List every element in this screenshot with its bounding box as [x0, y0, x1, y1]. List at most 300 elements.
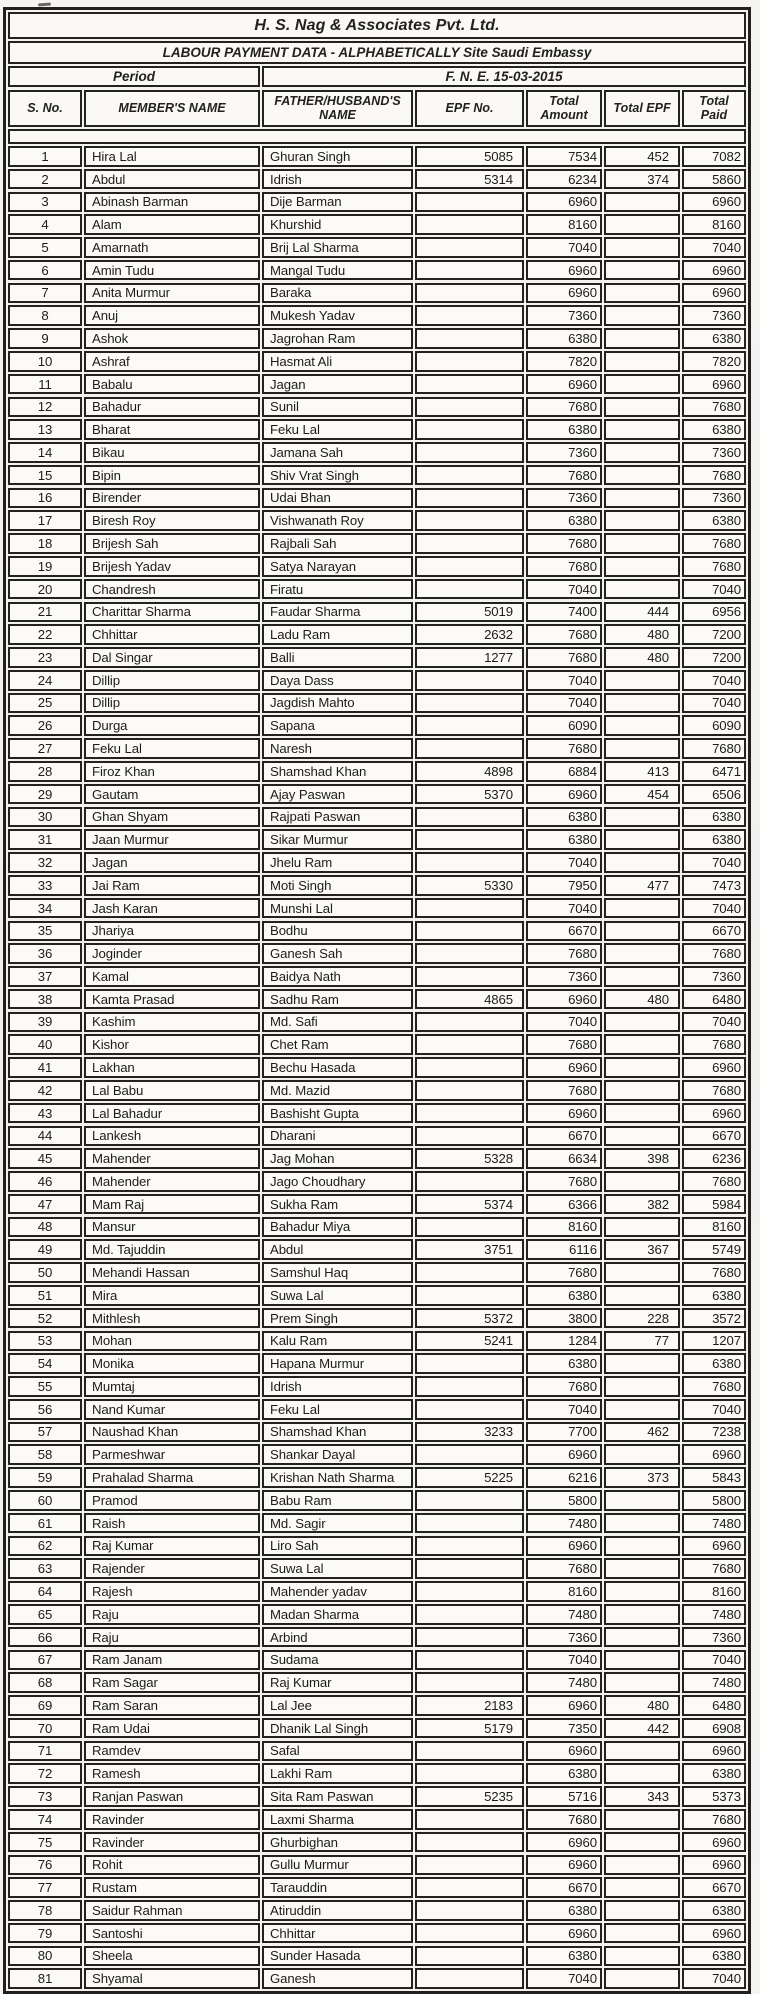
- row-member-name-cell: Rajesh: [84, 1581, 260, 1602]
- row-epf-no-cell: [415, 1171, 524, 1192]
- row-father-name-cell: Hapana Murmur: [262, 1353, 413, 1374]
- row-total-amount-cell: 6366: [526, 1194, 602, 1215]
- row-serial-cell: 55: [8, 1376, 82, 1397]
- row-total-amount-cell: 6380: [526, 1285, 602, 1306]
- row-epf-no-cell: 5241: [415, 1331, 524, 1352]
- row-total-paid-cell: 6960: [682, 1923, 746, 1944]
- row-total-amount-cell: 6380: [526, 807, 602, 828]
- row-total-amount-cell: 6380: [526, 1763, 602, 1784]
- row-total-amount-cell: 6960: [526, 989, 602, 1010]
- row-total-paid-cell: 6960: [682, 192, 746, 213]
- row-total-paid-cell: 6471: [682, 761, 746, 782]
- row-member-name-cell: Ashraf: [84, 351, 260, 372]
- spacer-row: [8, 129, 746, 144]
- row-father-name-cell: Baidya Nath: [262, 966, 413, 987]
- row-member-name-cell: Firoz Khan: [84, 761, 260, 782]
- row-serial-cell: 72: [8, 1763, 82, 1784]
- row-serial-cell: 59: [8, 1467, 82, 1488]
- row-member-name-cell: Biresh Roy: [84, 510, 260, 531]
- row-serial-cell: 30: [8, 807, 82, 828]
- row-total-epf-cell: [604, 807, 680, 828]
- row-epf-no-cell: 4865: [415, 989, 524, 1010]
- row-total-amount-cell: 7040: [526, 1968, 602, 1989]
- row-serial-cell: 37: [8, 966, 82, 987]
- row-serial-cell: 7: [8, 283, 82, 304]
- row-total-epf-cell: [604, 1376, 680, 1397]
- row-father-name-cell: Samshul Haq: [262, 1262, 413, 1283]
- row-father-name-cell: Bechu Hasada: [262, 1057, 413, 1078]
- row-father-name-cell: Tarauddin: [262, 1877, 413, 1898]
- row-total-amount-cell: 6380: [526, 1353, 602, 1374]
- row-total-epf-cell: 373: [604, 1467, 680, 1488]
- row-total-amount-cell: 7040: [526, 237, 602, 258]
- row-father-name-cell: Dije Barman: [262, 192, 413, 213]
- row-total-paid-cell: 5749: [682, 1239, 746, 1260]
- row-total-epf-cell: [604, 465, 680, 486]
- row-epf-no-cell: [415, 1262, 524, 1283]
- row-total-epf-cell: [604, 1900, 680, 1921]
- row-father-name-cell: Mangal Tudu: [262, 260, 413, 281]
- row-total-epf-cell: [604, 1741, 680, 1762]
- row-total-paid-cell: 7473: [682, 875, 746, 896]
- row-epf-no-cell: [415, 556, 524, 577]
- row-father-name-cell: Dhanik Lal Singh: [262, 1718, 413, 1739]
- row-serial-cell: 73: [8, 1786, 82, 1807]
- row-father-name-cell: Balli: [262, 647, 413, 668]
- row-member-name-cell: Amin Tudu: [84, 260, 260, 281]
- row-epf-no-cell: [415, 852, 524, 873]
- row-father-name-cell: Jamana Sah: [262, 442, 413, 463]
- row-member-name-cell: Bahadur: [84, 397, 260, 418]
- row-total-epf-cell: 444: [604, 602, 680, 623]
- row-member-name-cell: Raj Kumar: [84, 1536, 260, 1557]
- row-total-paid-cell: 5800: [682, 1490, 746, 1511]
- row-father-name-cell: Idrish: [262, 169, 413, 190]
- row-member-name-cell: Kamta Prasad: [84, 989, 260, 1010]
- row-serial-cell: 46: [8, 1171, 82, 1192]
- row-total-epf-cell: [604, 1923, 680, 1944]
- row-epf-no-cell: [415, 237, 524, 258]
- row-serial-cell: 41: [8, 1057, 82, 1078]
- row-total-paid-cell: 6480: [682, 1695, 746, 1716]
- row-epf-no-cell: [415, 1946, 524, 1967]
- row-father-name-cell: Rajbali Sah: [262, 533, 413, 554]
- row-epf-no-cell: [415, 374, 524, 395]
- row-epf-no-cell: [415, 283, 524, 304]
- row-father-name-cell: Abdul: [262, 1239, 413, 1260]
- row-serial-cell: 57: [8, 1422, 82, 1443]
- row-total-paid-cell: 7680: [682, 943, 746, 964]
- row-total-epf-cell: 477: [604, 875, 680, 896]
- column-header-total-paid: Total Paid: [682, 90, 746, 127]
- row-total-amount-cell: 7480: [526, 1513, 602, 1534]
- row-total-amount-cell: 7040: [526, 579, 602, 600]
- row-member-name-cell: Mohan: [84, 1331, 260, 1352]
- row-total-amount-cell: 7950: [526, 875, 602, 896]
- row-member-name-cell: Bikau: [84, 442, 260, 463]
- period-label: Period: [8, 66, 260, 87]
- row-serial-cell: 27: [8, 738, 82, 759]
- period-value: F. N. E. 15-03-2015: [262, 66, 746, 87]
- row-serial-cell: 58: [8, 1444, 82, 1465]
- row-total-amount-cell: 7820: [526, 351, 602, 372]
- row-member-name-cell: Lankesh: [84, 1126, 260, 1147]
- row-total-paid-cell: 6960: [682, 1741, 746, 1762]
- row-total-amount-cell: 7680: [526, 397, 602, 418]
- row-total-epf-cell: 480: [604, 647, 680, 668]
- row-father-name-cell: Chet Ram: [262, 1034, 413, 1055]
- row-total-amount-cell: 6960: [526, 260, 602, 281]
- row-serial-cell: 32: [8, 852, 82, 873]
- row-member-name-cell: Ramdev: [84, 1741, 260, 1762]
- row-father-name-cell: Dharani: [262, 1126, 413, 1147]
- row-total-paid-cell: 7680: [682, 1034, 746, 1055]
- row-total-paid-cell: 6380: [682, 807, 746, 828]
- row-total-epf-cell: [604, 852, 680, 873]
- row-father-name-cell: Brij Lal Sharma: [262, 237, 413, 258]
- row-total-amount-cell: 3800: [526, 1308, 602, 1329]
- row-epf-no-cell: 5328: [415, 1148, 524, 1169]
- row-epf-no-cell: [415, 1672, 524, 1693]
- row-total-paid-cell: 7082: [682, 146, 746, 167]
- row-total-paid-cell: 7820: [682, 351, 746, 372]
- row-serial-cell: 44: [8, 1126, 82, 1147]
- row-total-amount-cell: 7040: [526, 670, 602, 691]
- row-father-name-cell: Vishwanath Roy: [262, 510, 413, 531]
- row-total-amount-cell: 6960: [526, 1855, 602, 1876]
- row-total-amount-cell: 6960: [526, 374, 602, 395]
- row-father-name-cell: Jag Mohan: [262, 1148, 413, 1169]
- row-member-name-cell: Jhariya: [84, 921, 260, 942]
- row-father-name-cell: Mahender yadav: [262, 1581, 413, 1602]
- row-total-epf-cell: [604, 1353, 680, 1374]
- row-total-amount-cell: 6380: [526, 829, 602, 850]
- row-epf-no-cell: [415, 1809, 524, 1830]
- row-father-name-cell: Munshi Lal: [262, 898, 413, 919]
- row-father-name-cell: Sudama: [262, 1650, 413, 1671]
- row-member-name-cell: Hira Lal: [84, 146, 260, 167]
- row-serial-cell: 49: [8, 1239, 82, 1260]
- row-member-name-cell: Ram Janam: [84, 1650, 260, 1671]
- row-epf-no-cell: [415, 1604, 524, 1625]
- row-member-name-cell: Mumtaj: [84, 1376, 260, 1397]
- row-total-epf-cell: [604, 921, 680, 942]
- row-total-epf-cell: [604, 556, 680, 577]
- row-epf-no-cell: 3751: [415, 1239, 524, 1260]
- row-total-epf-cell: [604, 1513, 680, 1534]
- row-epf-no-cell: [415, 1832, 524, 1853]
- row-total-paid-cell: 6380: [682, 1353, 746, 1374]
- row-serial-cell: 20: [8, 579, 82, 600]
- row-total-amount-cell: 6380: [526, 419, 602, 440]
- row-total-paid-cell: 7680: [682, 1171, 746, 1192]
- row-member-name-cell: Pramod: [84, 1490, 260, 1511]
- row-total-epf-cell: [604, 1285, 680, 1306]
- row-member-name-cell: Dal Singar: [84, 647, 260, 668]
- row-total-paid-cell: 7680: [682, 533, 746, 554]
- row-epf-no-cell: [415, 943, 524, 964]
- row-member-name-cell: Lal Bahadur: [84, 1103, 260, 1124]
- row-epf-no-cell: [415, 921, 524, 942]
- row-serial-cell: 65: [8, 1604, 82, 1625]
- row-member-name-cell: Rustam: [84, 1877, 260, 1898]
- row-father-name-cell: Satya Narayan: [262, 556, 413, 577]
- row-total-epf-cell: [604, 898, 680, 919]
- row-total-epf-cell: [604, 693, 680, 714]
- row-total-amount-cell: 6216: [526, 1467, 602, 1488]
- row-father-name-cell: Sukha Ram: [262, 1194, 413, 1215]
- row-epf-no-cell: 5225: [415, 1467, 524, 1488]
- row-total-amount-cell: 6960: [526, 1103, 602, 1124]
- row-total-epf-cell: [604, 1558, 680, 1579]
- row-total-amount-cell: 6960: [526, 784, 602, 805]
- row-father-name-cell: Feku Lal: [262, 419, 413, 440]
- row-father-name-cell: Madan Sharma: [262, 1604, 413, 1625]
- row-member-name-cell: Ram Saran: [84, 1695, 260, 1716]
- row-total-paid-cell: 7360: [682, 1627, 746, 1648]
- row-father-name-cell: Sapana: [262, 715, 413, 736]
- row-father-name-cell: Md. Safi: [262, 1012, 413, 1033]
- row-member-name-cell: Charittar Sharma: [84, 602, 260, 623]
- row-member-name-cell: Ram Sagar: [84, 1672, 260, 1693]
- row-total-amount-cell: 6380: [526, 1900, 602, 1921]
- row-total-epf-cell: [604, 1604, 680, 1625]
- row-total-epf-cell: [604, 1126, 680, 1147]
- row-total-paid-cell: 7680: [682, 1809, 746, 1830]
- row-total-amount-cell: 8160: [526, 1217, 602, 1238]
- row-total-epf-cell: [604, 1080, 680, 1101]
- row-total-paid-cell: 7360: [682, 488, 746, 509]
- row-total-epf-cell: [604, 328, 680, 349]
- row-serial-cell: 70: [8, 1718, 82, 1739]
- row-total-epf-cell: [604, 351, 680, 372]
- row-epf-no-cell: [415, 533, 524, 554]
- row-member-name-cell: Brijesh Yadav: [84, 556, 260, 577]
- row-total-paid-cell: 7680: [682, 1558, 746, 1579]
- row-father-name-cell: Bodhu: [262, 921, 413, 942]
- row-epf-no-cell: [415, 419, 524, 440]
- row-father-name-cell: Ghuran Singh: [262, 146, 413, 167]
- row-father-name-cell: Khurshid: [262, 214, 413, 235]
- row-total-amount-cell: 6670: [526, 921, 602, 942]
- row-total-epf-cell: 462: [604, 1422, 680, 1443]
- row-total-amount-cell: 6960: [526, 1923, 602, 1944]
- row-serial-cell: 9: [8, 328, 82, 349]
- row-serial-cell: 5: [8, 237, 82, 258]
- row-member-name-cell: Ravinder: [84, 1832, 260, 1853]
- row-total-amount-cell: 6670: [526, 1877, 602, 1898]
- row-total-amount-cell: 7360: [526, 1627, 602, 1648]
- row-serial-cell: 45: [8, 1148, 82, 1169]
- row-serial-cell: 78: [8, 1900, 82, 1921]
- row-serial-cell: 22: [8, 624, 82, 645]
- row-epf-no-cell: [415, 1855, 524, 1876]
- row-total-epf-cell: 77: [604, 1331, 680, 1352]
- row-epf-no-cell: 5179: [415, 1718, 524, 1739]
- row-epf-no-cell: [415, 1399, 524, 1420]
- row-serial-cell: 6: [8, 260, 82, 281]
- row-total-paid-cell: 7040: [682, 579, 746, 600]
- row-epf-no-cell: [415, 1353, 524, 1374]
- row-total-epf-cell: [604, 738, 680, 759]
- row-serial-cell: 60: [8, 1490, 82, 1511]
- report-title: LABOUR PAYMENT DATA - ALPHABETICALLY Site Saudi Embassy: [8, 41, 746, 64]
- column-header-sno: S. No.: [8, 90, 82, 127]
- row-epf-no-cell: [415, 579, 524, 600]
- row-total-paid-cell: 6908: [682, 1718, 746, 1739]
- row-total-paid-cell: 7680: [682, 1376, 746, 1397]
- row-member-name-cell: Kamal: [84, 966, 260, 987]
- row-serial-cell: 71: [8, 1741, 82, 1762]
- row-total-paid-cell: 6380: [682, 1285, 746, 1306]
- row-epf-no-cell: [415, 1923, 524, 1944]
- row-total-epf-cell: [604, 1034, 680, 1055]
- row-serial-cell: 23: [8, 647, 82, 668]
- row-serial-cell: 2: [8, 169, 82, 190]
- row-total-paid-cell: 6960: [682, 260, 746, 281]
- row-member-name-cell: Dillip: [84, 693, 260, 714]
- row-total-epf-cell: [604, 488, 680, 509]
- row-total-paid-cell: 7200: [682, 624, 746, 645]
- row-member-name-cell: Brijesh Sah: [84, 533, 260, 554]
- row-father-name-cell: Sita Ram Paswan: [262, 1786, 413, 1807]
- row-member-name-cell: Jaan Murmur: [84, 829, 260, 850]
- row-member-name-cell: Feku Lal: [84, 738, 260, 759]
- row-total-paid-cell: 6506: [682, 784, 746, 805]
- row-total-amount-cell: 7350: [526, 1718, 602, 1739]
- row-serial-cell: 56: [8, 1399, 82, 1420]
- row-epf-no-cell: [415, 1900, 524, 1921]
- row-serial-cell: 36: [8, 943, 82, 964]
- row-total-epf-cell: [604, 579, 680, 600]
- row-member-name-cell: Mam Raj: [84, 1194, 260, 1215]
- row-total-epf-cell: [604, 966, 680, 987]
- row-epf-no-cell: [415, 715, 524, 736]
- row-total-epf-cell: [604, 1832, 680, 1853]
- row-total-amount-cell: 7534: [526, 146, 602, 167]
- row-serial-cell: 28: [8, 761, 82, 782]
- row-serial-cell: 35: [8, 921, 82, 942]
- row-total-paid-cell: 7680: [682, 1080, 746, 1101]
- row-father-name-cell: Shamshad Khan: [262, 1422, 413, 1443]
- row-father-name-cell: Prem Singh: [262, 1308, 413, 1329]
- row-father-name-cell: Hasmat Ali: [262, 351, 413, 372]
- row-total-paid-cell: 7360: [682, 442, 746, 463]
- row-epf-no-cell: 5374: [415, 1194, 524, 1215]
- row-total-epf-cell: [604, 283, 680, 304]
- row-member-name-cell: Lal Babu: [84, 1080, 260, 1101]
- row-total-paid-cell: 5373: [682, 1786, 746, 1807]
- row-father-name-cell: Kalu Ram: [262, 1331, 413, 1352]
- row-member-name-cell: Kashim: [84, 1012, 260, 1033]
- column-header-father: FATHER/HUSBAND'S NAME: [262, 90, 413, 127]
- row-father-name-cell: Udai Bhan: [262, 488, 413, 509]
- row-member-name-cell: Parmeshwar: [84, 1444, 260, 1465]
- row-total-paid-cell: 7680: [682, 1262, 746, 1283]
- row-total-epf-cell: 228: [604, 1308, 680, 1329]
- row-total-paid-cell: 7040: [682, 1399, 746, 1420]
- row-epf-no-cell: [415, 1536, 524, 1557]
- row-total-paid-cell: 7200: [682, 647, 746, 668]
- row-father-name-cell: Sikar Murmur: [262, 829, 413, 850]
- row-total-paid-cell: 6380: [682, 1763, 746, 1784]
- row-serial-cell: 24: [8, 670, 82, 691]
- row-serial-cell: 53: [8, 1331, 82, 1352]
- row-member-name-cell: Ramesh: [84, 1763, 260, 1784]
- row-father-name-cell: Moti Singh: [262, 875, 413, 896]
- row-total-epf-cell: 382: [604, 1194, 680, 1215]
- row-total-amount-cell: 7040: [526, 1399, 602, 1420]
- row-total-amount-cell: 6380: [526, 328, 602, 349]
- row-father-name-cell: Naresh: [262, 738, 413, 759]
- row-total-amount-cell: 7680: [526, 1809, 602, 1830]
- row-serial-cell: 17: [8, 510, 82, 531]
- row-total-amount-cell: 7680: [526, 647, 602, 668]
- row-total-paid-cell: 6670: [682, 1126, 746, 1147]
- row-total-epf-cell: 374: [604, 169, 680, 190]
- row-total-paid-cell: 7680: [682, 556, 746, 577]
- row-father-name-cell: Sadhu Ram: [262, 989, 413, 1010]
- row-member-name-cell: Santoshi: [84, 1923, 260, 1944]
- row-total-paid-cell: 6090: [682, 715, 746, 736]
- row-total-paid-cell: 6960: [682, 1536, 746, 1557]
- row-epf-no-cell: [415, 1650, 524, 1671]
- row-total-amount-cell: 6960: [526, 1695, 602, 1716]
- row-serial-cell: 31: [8, 829, 82, 850]
- row-father-name-cell: Jagrohan Ram: [262, 328, 413, 349]
- row-total-epf-cell: [604, 1581, 680, 1602]
- row-total-paid-cell: 7040: [682, 852, 746, 873]
- row-member-name-cell: Raju: [84, 1627, 260, 1648]
- row-serial-cell: 50: [8, 1262, 82, 1283]
- row-total-paid-cell: 8160: [682, 1581, 746, 1602]
- row-epf-no-cell: [415, 1217, 524, 1238]
- row-serial-cell: 61: [8, 1513, 82, 1534]
- row-member-name-cell: Monika: [84, 1353, 260, 1374]
- row-total-amount-cell: 6670: [526, 1126, 602, 1147]
- row-epf-no-cell: [415, 829, 524, 850]
- row-total-amount-cell: 7680: [526, 1171, 602, 1192]
- row-total-amount-cell: 6634: [526, 1148, 602, 1169]
- row-total-amount-cell: 7040: [526, 898, 602, 919]
- row-member-name-cell: Mehandi Hassan: [84, 1262, 260, 1283]
- row-serial-cell: 19: [8, 556, 82, 577]
- row-serial-cell: 54: [8, 1353, 82, 1374]
- row-total-paid-cell: 7040: [682, 693, 746, 714]
- row-member-name-cell: Mira: [84, 1285, 260, 1306]
- row-total-amount-cell: 7700: [526, 1422, 602, 1443]
- row-member-name-cell: Lakhan: [84, 1057, 260, 1078]
- row-serial-cell: 13: [8, 419, 82, 440]
- row-total-epf-cell: [604, 533, 680, 554]
- row-member-name-cell: Prahalad Sharma: [84, 1467, 260, 1488]
- row-total-epf-cell: [604, 1809, 680, 1830]
- row-total-paid-cell: 6960: [682, 1855, 746, 1876]
- row-member-name-cell: Chandresh: [84, 579, 260, 600]
- row-serial-cell: 69: [8, 1695, 82, 1716]
- row-total-amount-cell: 7360: [526, 966, 602, 987]
- row-epf-no-cell: [415, 1034, 524, 1055]
- row-epf-no-cell: [415, 670, 524, 691]
- row-father-name-cell: Sunder Hasada: [262, 1946, 413, 1967]
- row-epf-no-cell: [415, 442, 524, 463]
- row-total-epf-cell: 413: [604, 761, 680, 782]
- row-total-epf-cell: [604, 1057, 680, 1078]
- row-member-name-cell: Jash Karan: [84, 898, 260, 919]
- row-serial-cell: 74: [8, 1809, 82, 1830]
- row-total-epf-cell: 343: [604, 1786, 680, 1807]
- row-serial-cell: 51: [8, 1285, 82, 1306]
